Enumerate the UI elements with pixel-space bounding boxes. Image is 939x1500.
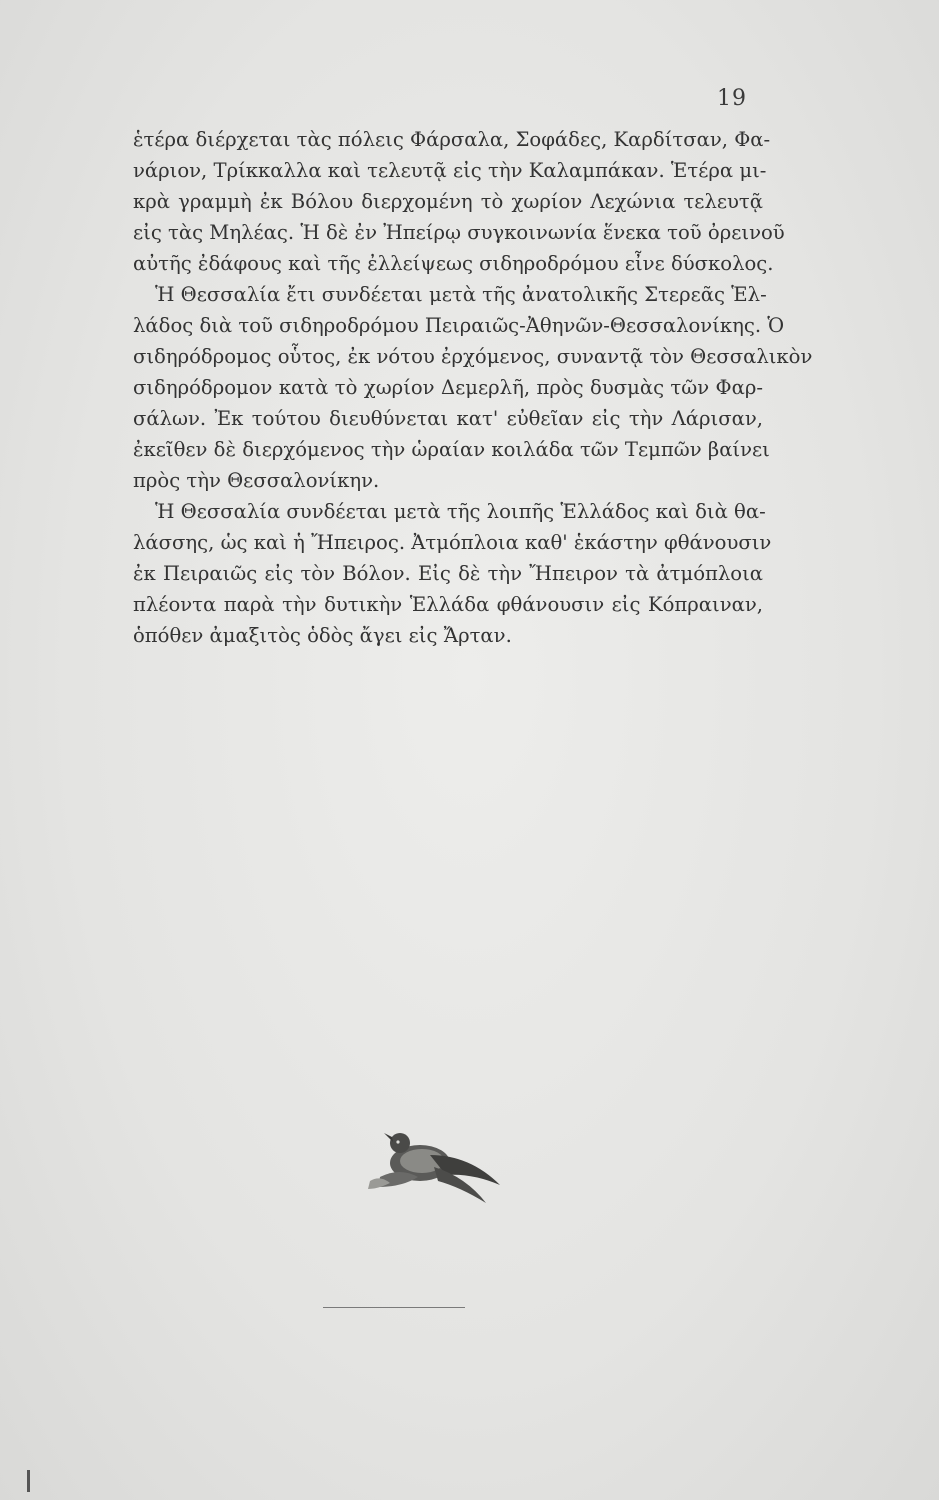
text-line: αὐτῆς ἐδάφους καὶ τῆς ἐλλείψεως σιδηροδρόμου εἶνε δύσκολος. xyxy=(133,252,774,275)
text-line: πρὸς τὴν Θεσσαλονίκην. xyxy=(133,469,380,492)
text-line: ὁπόθεν ἀμαξιτὸς ὁδὸς ἄγει εἰς Ἄρταν. xyxy=(133,624,512,647)
text-line: εἰς τὰς Μηλέας. Ἡ δὲ ἐν Ἠπείρῳ συγκοινωνία ἕνεκα τοῦ ὀρεινοῦ xyxy=(133,221,785,244)
text-line: πλέοντα παρὰ τὴν δυτικὴν Ἑλλάδα φθάνουσιν εἰς Κόπραιναν, xyxy=(133,593,763,616)
text-line: νάριον, Τρίκκαλλα καὶ τελευτᾷ εἰς τὴν Καλαμπάκαν. Ἑτέρα μι- xyxy=(133,159,767,182)
text-line: ἐκεῖθεν δὲ διερχόμενος τὴν ὡραίαν κοιλάδα τῶν Τεμπῶν βαίνει xyxy=(133,438,770,461)
section-divider xyxy=(323,1307,465,1308)
scan-edge-mark xyxy=(27,1470,30,1492)
body-text xyxy=(133,124,813,651)
text-line: σιδηρόδρομον κατὰ τὸ χωρίον Δεμερλῆ, πρὸς δυσμὰς τῶν Φαρ- xyxy=(133,376,763,399)
text-line: Ἡ Θεσσαλία συνδέεται μετὰ τῆς λοιπῆς Ἑλλάδος καὶ διὰ θα- xyxy=(155,500,766,523)
text-line: ἑτέρα διέρχεται τὰς πόλεις Φάρσαλα, Σοφάδες, Καρδίτσαν, Φα- xyxy=(133,128,771,151)
text-line: λάσσης, ὡς καὶ ἡ Ἤπειρος. Ἀτμόπλοια καθ' ἑκάστην φθάνουσιν xyxy=(133,531,772,554)
bird-ornament-icon xyxy=(360,1115,510,1215)
page-number: 19 xyxy=(717,86,747,111)
text-line: σάλων. Ἐκ τούτου διευθύνεται κατ' εὐθεῖαν εἰς τὴν Λάρισαν, xyxy=(133,407,763,430)
text-line: Ἡ Θεσσαλία ἔτι συνδέεται μετὰ τῆς ἀνατολικῆς Στερεᾶς Ἑλ- xyxy=(155,283,767,306)
text-line: ἐκ Πειραιῶς εἰς τὸν Βόλον. Εἰς δὲ τὴν Ἤπειρον τὰ ἀτμόπλοια xyxy=(133,562,763,585)
text-line: λάδος διὰ τοῦ σιδηροδρόμου Πειραιῶς-Ἀθηνῶν-Θεσσαλονίκης. Ὁ xyxy=(133,314,785,337)
text-line: σιδηρόδρομος οὗτος, ἐκ νότου ἐρχόμενος, συναντᾷ τὸν Θεσσαλικὸν xyxy=(133,345,813,368)
text-line: κρὰ γραμμὴ ἐκ Βόλου διερχομένη τὸ χωρίον Λεχώνια τελευτᾷ xyxy=(133,190,763,213)
